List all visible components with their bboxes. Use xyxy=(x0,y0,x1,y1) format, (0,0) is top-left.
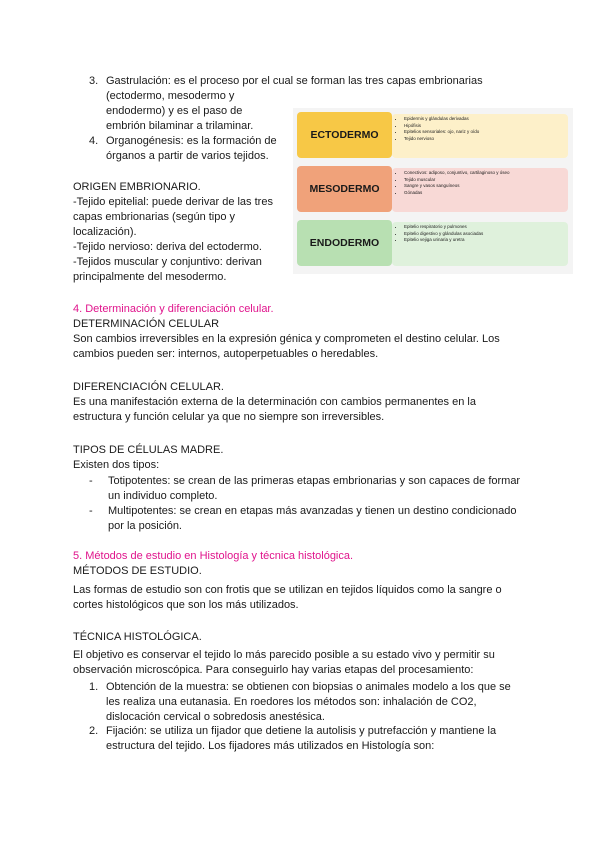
subsection-title: TÉCNICA HISTOLÓGICA. xyxy=(73,631,202,643)
layer-label: ENDODERMO xyxy=(297,220,392,266)
subsection-title: DETERMINACIÓN CELULAR xyxy=(73,318,220,330)
list-number: 3. xyxy=(89,75,99,87)
tipos-celulas-madre: TIPOS DE CÉLULAS MADRE. Existen dos tipos: xyxy=(73,443,533,473)
list-number: 4. xyxy=(89,135,99,147)
list-number: 1. xyxy=(89,681,99,693)
section-heading: 5. Métodos de estudio en Histología y técnica histológica. xyxy=(73,550,354,562)
layer-ectodermo xyxy=(293,112,573,162)
section-heading: 4. Determinación y diferenciación celular. xyxy=(73,303,274,315)
subsection-title: DIFERENCIACIÓN CELULAR. xyxy=(73,381,224,393)
origen-embrionario: ORIGEN EMBRIONARIO. -Tejido epitelial: puede derivar de las tres capas embrionarias (según tipo y localización). -Tejido nervioso: deriva del ectodermo. -Tejidos muscular y conjuntivo: derivan principalmente del mesodermo. xyxy=(73,180,288,285)
layer-label: ECTODERMO xyxy=(297,112,392,158)
diferenciacion: DIFERENCIACIÓN CELULAR. Es una manifestación externa de la determinación con cambios permanentes en la estructura y función celular ya que no siempre son irreversibles. xyxy=(73,380,533,425)
layer-derivatives: • Conectivos: adiposo, conjuntivo, cartilaginoso y óseo • Tejido muscular • Sangre y vasos sanguíneos • Gónadas xyxy=(392,168,568,212)
section-4: 4. Determinación y diferenciación celular. DETERMINACIÓN CELULAR Son cambios irreversibles en la expresión génica y comprometen el destino celular. Los cambios pueden ser: internos, autoperpetuables o heredables. xyxy=(73,302,533,362)
layer-mesodermo xyxy=(293,166,573,216)
tecnica-histologica xyxy=(73,630,533,645)
list-number: 2. xyxy=(89,725,99,737)
tecnica-text: El objetivo es conservar el tejido lo más parecido posible a su estado vivo y permitir su observación microscópica. Para conseguirlo hay varias etapas del procesamiento: xyxy=(73,649,495,676)
layer-endodermo xyxy=(293,220,573,270)
section-5 xyxy=(73,549,533,579)
layer-derivatives: • Epidermis y glándulas derivadas • Hipófisis • Epitelios sensoriales: ojo, nariz y oído • Tejido nervioso xyxy=(392,114,568,158)
metodos-text: Las formas de estudio son con frotis que se utilizan en tejidos líquidos como la sangre o cortes histológicos que son los más utilizados. xyxy=(73,584,502,611)
embryonic-layers-figure xyxy=(293,108,573,274)
layer-derivatives: • Epitelio respiratorio y pulmones • Epitelio digestivo y glándulas asociadas • Epitelio vejiga urinaria y uretra xyxy=(392,222,568,266)
section-title: ORIGEN EMBRIONARIO. xyxy=(73,181,201,193)
subsection-title: TIPOS DE CÉLULAS MADRE. xyxy=(73,444,224,456)
subsection-title: MÉTODOS DE ESTUDIO. xyxy=(73,565,202,577)
layer-label: MESODERMO xyxy=(297,166,392,212)
